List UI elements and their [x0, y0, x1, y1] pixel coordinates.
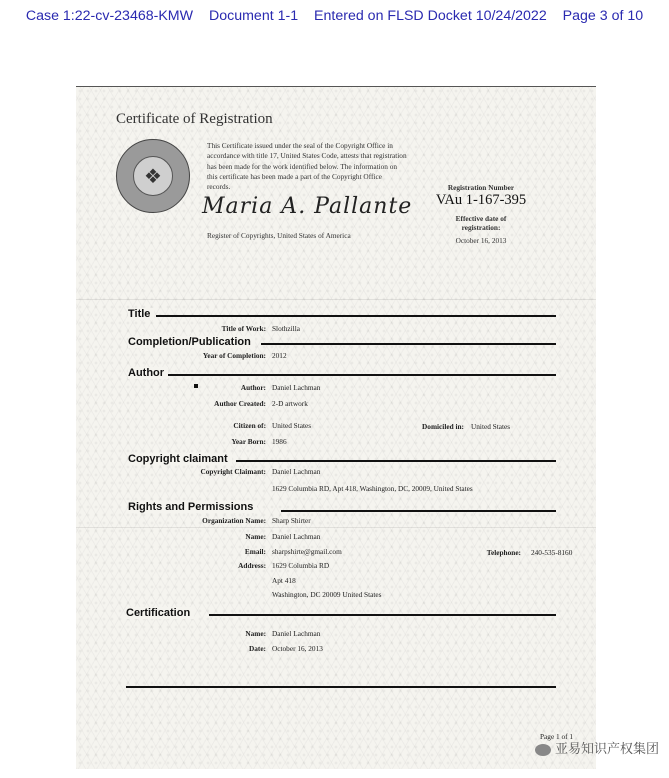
author-created-value: 2-D artwork — [272, 399, 308, 408]
claimant-value: Daniel Lachman — [272, 467, 321, 476]
certificate-title: Certificate of Registration — [116, 111, 273, 127]
section-completion: Completion/Publication — [128, 336, 255, 348]
author-label: Author: — [240, 383, 266, 392]
year-completion-label: Year of Completion: — [202, 351, 266, 360]
watermark-text: 亚易知识产权集团 — [554, 742, 659, 757]
section-rule — [261, 343, 556, 345]
title-of-work-value: Slothzilla — [272, 324, 300, 333]
claimant-address: 1629 Columbia RD, Apt 418, Washington, DC, 20009, United States — [272, 484, 473, 493]
section-rule — [209, 614, 556, 616]
effective-date-label: Effective date of — [455, 214, 507, 223]
section-title: Title — [128, 308, 154, 320]
telephone-value: 240-535-8160 — [531, 548, 573, 557]
domiciled-label: Domiciled in: — [422, 422, 464, 431]
address-line-3: Washington, DC 20009 United States — [272, 590, 382, 599]
docket-entry: Entered on FLSD Docket 10/24/2022 — [314, 8, 547, 24]
section-certification: Certification — [126, 607, 194, 619]
name-value: Daniel Lachman — [272, 532, 321, 541]
year-born-value: 1986 — [272, 437, 287, 446]
address-line-2: Apt 418 — [272, 576, 296, 585]
author-value: Daniel Lachman — [272, 383, 321, 392]
fold-line — [76, 299, 596, 300]
effective-date-label-2: registration: — [461, 223, 501, 232]
section-rights: Rights and Permissions — [128, 501, 257, 513]
name-label: Name: — [245, 532, 266, 541]
certificate-page — [76, 86, 596, 769]
address-label: Address: — [238, 561, 266, 570]
email-label: Email: — [244, 547, 266, 556]
watermark — [535, 738, 659, 757]
domiciled-value: United States — [471, 422, 511, 431]
case-number: Case 1:22-cv-23468-KMW — [25, 8, 194, 24]
registration-block — [416, 183, 546, 245]
section-author: Author — [128, 367, 168, 379]
cert-date-value: October 16, 2013 — [272, 644, 323, 653]
email-value: sharpshirte@gmail.com — [272, 547, 342, 556]
registration-number: VAu 1-167-395 — [435, 192, 527, 208]
register-line: Register of Copyrights, United States of America — [207, 231, 351, 240]
page-number: Page 3 of 10 — [562, 8, 644, 24]
wechat-icon — [535, 744, 551, 756]
claimant-label: Copyright Claimant: — [200, 467, 266, 476]
cert-name-value: Daniel Lachman — [272, 629, 321, 638]
eagle-icon: ❖ — [133, 156, 173, 196]
organization-label: Organization Name: — [202, 516, 266, 525]
section-claimant: Copyright claimant — [128, 453, 232, 465]
closing-rule — [126, 686, 556, 688]
fold-line — [76, 527, 596, 528]
section-rule — [281, 510, 556, 512]
docket-header — [0, 8, 669, 24]
certificate-intro: This Certificate issued under the seal of the Copyright Office in accordance with title 17, United States Code, attests that registration has been made for the work identified below. The information on this certificate has been made a part of the Copyright Office records. — [207, 141, 407, 192]
registration-number-label: Registration Number — [447, 183, 515, 192]
section-rule — [156, 315, 556, 317]
year-born-label: Year Born: — [231, 437, 266, 446]
section-rule — [236, 460, 556, 462]
effective-date: October 16, 2013 — [455, 236, 507, 245]
citizen-label: Citizen of: — [233, 421, 266, 430]
year-completion-value: 2012 — [272, 351, 287, 360]
section-rule — [168, 374, 556, 376]
copyright-office-seal — [116, 139, 190, 213]
citizen-value: United States — [272, 421, 312, 430]
organization-value: Sharp Shirter — [272, 516, 311, 525]
cert-name-label: Name: — [245, 629, 266, 638]
telephone-label: Telephone: — [486, 548, 521, 557]
page-footer: Page 1 of 1 — [540, 732, 574, 741]
cert-date-label: Date: — [248, 644, 266, 653]
address-line-1: 1629 Columbia RD — [272, 561, 330, 570]
document-number: Document 1-1 — [208, 8, 299, 24]
author-created-label: Author Created: — [214, 399, 266, 408]
register-signature: Maria A. Pallante — [202, 194, 413, 219]
title-of-work-label: Title of Work: — [221, 324, 266, 333]
